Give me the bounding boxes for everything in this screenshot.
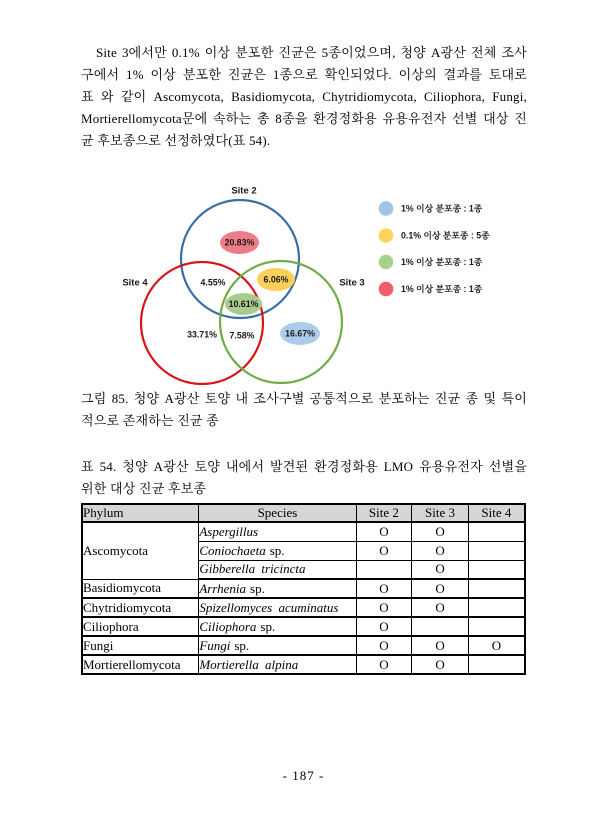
- table-row: [82, 598, 525, 617]
- cell-site4: [468, 598, 525, 617]
- venn-legend: [379, 201, 490, 296]
- cell-site4: [468, 617, 525, 636]
- cell-site4: [468, 579, 525, 598]
- paragraph-line: Mortierellomycota문에 속하는 총 8종을 환경정화용 유용유전자 선별 대상 진: [81, 111, 527, 126]
- site2-label: Site 2: [231, 185, 257, 197]
- species-name: Mortierella alpina: [199, 656, 299, 672]
- legend-dot-green: [379, 255, 394, 270]
- cell-site3: O: [412, 579, 469, 598]
- page-number: - 187 -: [282, 768, 325, 783]
- col-header-site2: Site 2: [356, 504, 412, 522]
- table-header-row: [82, 504, 525, 522]
- legend-label: 1% 이상 분포종 : 1종: [401, 284, 483, 294]
- region-site3-site4-value: 7.58%: [229, 330, 255, 341]
- species-name: Fungi: [199, 637, 231, 653]
- cell-species: [199, 541, 356, 560]
- species-name: Aspergillus: [199, 523, 259, 539]
- cell-species: [199, 655, 356, 674]
- paragraph-line: 구에서 1% 이상 분포한 진균은 1종으로 확인되었다. 이상의 결과를 토대로: [81, 67, 527, 82]
- cell-site4: [468, 655, 525, 674]
- region-site4-only-value: 33.71%: [187, 329, 217, 340]
- table-row: [82, 522, 525, 541]
- region-all-sites-value: 10.61%: [228, 299, 259, 309]
- species-name: Arrhenia: [199, 580, 247, 596]
- region-site3-only-value: 16.67%: [285, 328, 315, 339]
- cell-site2: O: [356, 541, 412, 560]
- cell-species: [199, 579, 356, 598]
- cell-site2: [356, 560, 412, 579]
- table-caption: [81, 456, 527, 500]
- legend-label: 0.1% 이상 분포종 : 5종: [401, 230, 490, 241]
- col-header-site3: Site 3: [412, 504, 469, 522]
- region-site2-only-value: 20.83%: [224, 237, 255, 248]
- species-name: Coniochaeta: [199, 542, 266, 558]
- cell-phylum: Ascomycota: [82, 522, 199, 579]
- cell-phylum: Ciliophora: [82, 617, 199, 636]
- cell-site4: [468, 541, 525, 560]
- cell-phylum: Basidiomycota: [82, 579, 199, 598]
- cell-site4: [468, 560, 525, 579]
- cell-site3: O: [412, 522, 469, 541]
- cell-site2: O: [356, 655, 412, 674]
- col-header-phylum: Phylum: [82, 504, 199, 522]
- region-site2-site3-value: 6.06%: [263, 274, 289, 285]
- species-table: [81, 503, 526, 675]
- legend-label: 1% 이상 분포종 : 1종: [401, 257, 483, 267]
- legend-dot-yellow: [379, 228, 394, 243]
- cell-site3: [412, 617, 469, 636]
- site3-label: Site 3: [339, 277, 365, 289]
- cell-species: [199, 598, 356, 617]
- table-row: [82, 636, 525, 655]
- cell-species: [199, 617, 356, 636]
- cell-species: [199, 636, 356, 655]
- paragraph-line: 표 와 같이 Ascomycota, Basidiomycota, Chytridiomycota, Ciliophora, Fungi,: [81, 89, 527, 104]
- cell-site2: O: [356, 636, 412, 655]
- figure-caption-line: 적으로 존재하는 진균 종: [81, 413, 219, 428]
- cell-phylum: Mortierellomycota: [82, 655, 199, 674]
- cell-site3: O: [412, 655, 469, 674]
- legend-dot-blue: [379, 201, 394, 216]
- cell-site2: O: [356, 598, 412, 617]
- venn-figure: [110, 182, 540, 394]
- col-header-site4: Site 4: [468, 504, 525, 522]
- cell-site3: O: [412, 541, 469, 560]
- cell-site2: O: [356, 617, 412, 636]
- cell-site3: O: [412, 560, 469, 579]
- venn-diagram: [110, 182, 540, 394]
- table-row: [82, 579, 525, 598]
- legend-dot-red: [379, 282, 394, 297]
- region-site2-site4-value: 4.55%: [200, 277, 226, 288]
- species-suffix: sp.: [260, 618, 276, 634]
- species-name: Ciliophora: [199, 618, 257, 634]
- table-caption-line: 표 54. 청양 A광산 토양 내에서 발견된 환경정화용 LMO 유용유전자 선별을: [81, 459, 527, 474]
- cell-species: [199, 560, 356, 579]
- cell-phylum: Chytridiomycota: [82, 598, 199, 617]
- col-header-species: Species: [199, 504, 356, 522]
- species-name: Gibberella tricincta: [199, 561, 306, 577]
- figure-caption: [81, 388, 527, 432]
- site4-label: Site 4: [122, 277, 148, 289]
- table-row: [82, 655, 525, 674]
- species-suffix: sp.: [250, 580, 265, 596]
- cell-phylum: Fungi: [82, 636, 199, 655]
- species-suffix: sp.: [269, 542, 285, 558]
- paragraph-line: Site 3에서만 0.1% 이상 분포한 진균은 5종이었으며, 청양 A광산 전체 조사: [96, 45, 527, 60]
- cell-site3: O: [412, 598, 469, 617]
- figure-caption-line: 그림 85. 청양 A광산 토양 내 조사구별 공통적으로 분포하는 진균 종 및 특이: [81, 391, 527, 406]
- table-row: [82, 617, 525, 636]
- cell-site4: [468, 522, 525, 541]
- body-paragraph: [81, 42, 527, 152]
- species-name: Spizellomyces acuminatus: [199, 599, 339, 615]
- legend-label: 1% 이상 분포종 : 1종: [401, 203, 483, 214]
- species-suffix: sp.: [234, 637, 250, 653]
- cell-site2: O: [356, 579, 412, 598]
- cell-species: [199, 522, 356, 541]
- cell-site3: O: [412, 636, 469, 655]
- paragraph-line: 균 후보종으로 선정하였다(표 54).: [81, 133, 271, 148]
- cell-site2: O: [356, 522, 412, 541]
- cell-site4: O: [468, 636, 525, 655]
- table-caption-line: 위한 대상 진균 후보종: [81, 481, 207, 496]
